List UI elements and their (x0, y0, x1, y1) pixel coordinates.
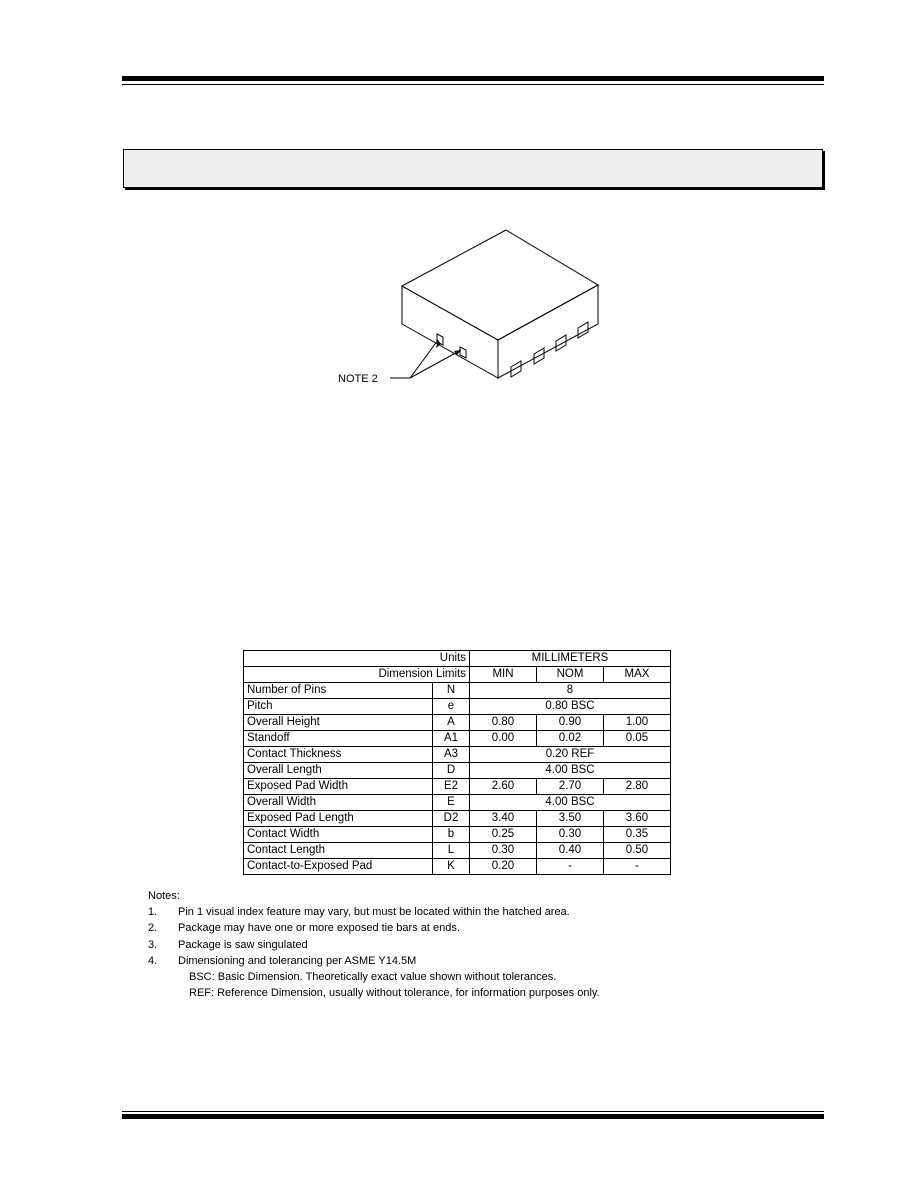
row-nom: 0.30 (537, 827, 604, 843)
col-max: MAX (604, 667, 671, 683)
row-parameter: Overall Length (244, 763, 433, 779)
row-symbol: A1 (433, 731, 470, 747)
table-row (244, 747, 671, 763)
title-box (123, 149, 823, 188)
row-min: 0.30 (470, 843, 537, 859)
pin-pad (460, 347, 466, 358)
table-row (244, 715, 671, 731)
note-item: 4. Dimensioning and tolerancing per ASME Y14.5M (148, 954, 417, 967)
header-rule-thin (122, 84, 824, 85)
row-min: 0.00 (470, 731, 537, 747)
table-row (244, 859, 671, 875)
row-nom: 0.40 (537, 843, 604, 859)
row-max: 0.35 (604, 827, 671, 843)
row-nom: 0.02 (537, 731, 604, 747)
col-min: MIN (470, 667, 537, 683)
row-max: - (604, 859, 671, 875)
row-symbol: D2 (433, 811, 470, 827)
note-sub-item: REF: Reference Dimension, usually without tolerance, for information purposes only. (189, 987, 600, 1000)
row-min: 0.80 (470, 715, 537, 731)
row-max: 1.00 (604, 715, 671, 731)
row-max: 3.60 (604, 811, 671, 827)
row-symbol: e (433, 699, 470, 715)
row-symbol: E (433, 795, 470, 811)
pin-lead (556, 335, 566, 351)
row-parameter: Contact Width (244, 827, 433, 843)
row-symbol: L (433, 843, 470, 859)
table-row (244, 731, 671, 747)
row-min: 0.20 (470, 859, 537, 875)
row-parameter: Overall Height (244, 715, 433, 731)
header-rule (122, 76, 824, 81)
note-item: 3. Package is saw singulated (148, 938, 308, 951)
table-row (244, 827, 671, 843)
table-row (244, 699, 671, 715)
row-parameter: Number of Pins (244, 683, 433, 699)
note-leader (410, 350, 461, 378)
footer-rule-thin (122, 1111, 824, 1112)
row-max: 0.05 (604, 731, 671, 747)
row-parameter: Contact Length (244, 843, 433, 859)
note-2-label: NOTE 2 (338, 373, 378, 385)
package-right-face (498, 285, 598, 378)
row-parameter: Contact Thickness (244, 747, 433, 763)
row-parameter: Standoff (244, 731, 433, 747)
row-max: 0.50 (604, 843, 671, 859)
note-item: 1. Pin 1 visual index feature may vary, but must be located within the hatched area. (148, 906, 570, 919)
row-parameter: Exposed Pad Width (244, 779, 433, 795)
row-symbol: N (433, 683, 470, 699)
row-symbol: K (433, 859, 470, 875)
note-item: 2. Package may have one or more exposed tie bars at ends. (148, 922, 460, 935)
table-row (244, 843, 671, 859)
row-min: 2.60 (470, 779, 537, 795)
row-value: 0.20 REF (470, 747, 671, 763)
dimension-table (243, 650, 671, 875)
units-value: MILLIMETERS (470, 651, 671, 667)
row-value: 0.80 BSC (470, 699, 671, 715)
row-parameter: Overall Width (244, 795, 433, 811)
footer-rule (122, 1114, 824, 1119)
row-nom: - (537, 859, 604, 875)
row-value: 4.00 BSC (470, 763, 671, 779)
row-value: 4.00 BSC (470, 795, 671, 811)
row-min: 0.25 (470, 827, 537, 843)
note-leader (390, 340, 438, 378)
row-parameter: Exposed Pad Length (244, 811, 433, 827)
row-parameter: Pitch (244, 699, 433, 715)
row-symbol: A (433, 715, 470, 731)
table-header-limits (244, 667, 671, 683)
row-symbol: D (433, 763, 470, 779)
limits-label: Dimension Limits (244, 667, 470, 683)
units-label: Units (244, 651, 470, 667)
package-drawing (330, 220, 610, 390)
row-value: 8 (470, 683, 671, 699)
notes-heading: Notes: (148, 890, 180, 902)
table-row (244, 683, 671, 699)
row-symbol: E2 (433, 779, 470, 795)
row-parameter: Contact-to-Exposed Pad (244, 859, 433, 875)
table-row (244, 811, 671, 827)
table-row (244, 779, 671, 795)
table-row (244, 795, 671, 811)
row-nom: 0.90 (537, 715, 604, 731)
table-header-units (244, 651, 671, 667)
row-nom: 3.50 (537, 811, 604, 827)
notes-section (148, 888, 600, 1001)
package-top-face (402, 230, 598, 340)
pin-lead (511, 361, 521, 377)
row-min: 3.40 (470, 811, 537, 827)
row-symbol: b (433, 827, 470, 843)
row-symbol: A3 (433, 747, 470, 763)
note-sub-item: BSC: Basic Dimension. Theoretically exact value shown without tolerances. (189, 971, 557, 984)
col-nom: NOM (537, 667, 604, 683)
table-row (244, 763, 671, 779)
row-nom: 2.70 (537, 779, 604, 795)
row-max: 2.80 (604, 779, 671, 795)
package-left-face (402, 286, 498, 378)
